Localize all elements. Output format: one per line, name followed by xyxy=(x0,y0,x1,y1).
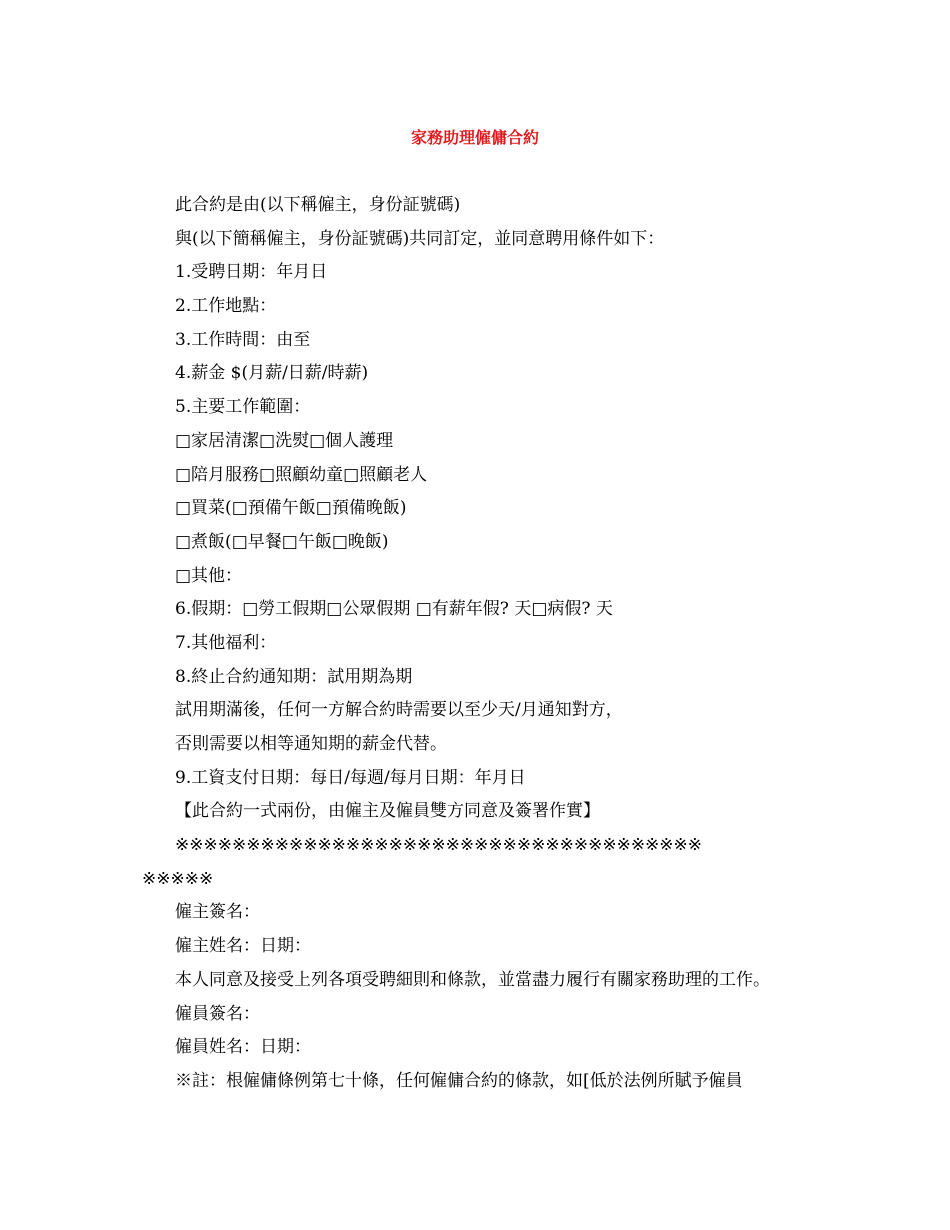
document-body xyxy=(0,193,950,1103)
contract-intro-line: 此合約是由(以下稱僱主，身份証號碼) xyxy=(175,195,461,215)
duties-options-line: □陪月服務□照顧幼童□照顧老人 xyxy=(175,464,428,485)
clause-other-benefits: 7.其他福利： xyxy=(175,632,277,653)
clause-holidays: 6.假期：□勞工假期□公眾假期 □有薪年假? 天□病假? 天 xyxy=(175,599,613,620)
duties-options-line: □買菜(□預備午飯□預備晚飯) xyxy=(175,498,407,519)
employee-agreement-statement: 本人同意及接受上列各項受聘細則和條款，並當盡力履行有關家務助理的工作。 xyxy=(175,969,770,990)
separator-line-continued: ※※※※※ xyxy=(142,868,214,889)
clause-salary: 4.薪金 $(月薪/日薪/時薪) xyxy=(175,363,369,384)
clause-termination-notice: 8.終止合約通知期：試用期為期 xyxy=(175,666,413,687)
clause-work-location: 2.工作地點： xyxy=(175,296,277,317)
employee-name-date-line: 僱員姓名：日期： xyxy=(175,1037,311,1058)
contract-parties-line: 與(以下簡稱僱主，身份証號碼)共同訂定，並同意聘用條件如下： xyxy=(175,228,665,249)
employer-name-date-line: 僱主姓名：日期： xyxy=(175,936,311,957)
employee-signature-line: 僱員簽名： xyxy=(175,1003,260,1024)
contract-copies-note: 【此合約一式兩份，由僱主及僱員雙方同意及簽署作實】 xyxy=(175,801,600,822)
clause-duties-heading: 5.主要工作範圍： xyxy=(175,397,311,418)
clause-work-hours: 3.工作時間：由至 xyxy=(175,329,311,350)
termination-detail-line: 否則需要以相等通知期的薪金代替。 xyxy=(175,734,447,754)
duties-options-line: □其他： xyxy=(175,565,243,586)
clause-employment-date: 1.受聘日期：年月日 xyxy=(175,262,328,283)
legal-note-line: ※註：根僱傭條例第七十條，任何僱傭合約的條款，如[低於法例所賦予僱員 xyxy=(175,1070,743,1091)
termination-detail-line: 試用期滿後，任何一方解合約時需要以至少天/月通知對方， xyxy=(175,700,623,721)
employer-signature-line: 僱主簽名： xyxy=(175,902,260,923)
duties-options-line: □煮飯(□早餐□午飯□晚飯) xyxy=(175,531,389,552)
document-title: 家務助理僱傭合約 xyxy=(410,128,539,147)
separator-line: ※※※※※※※※※※※※※※※※※※※※※※※※※※※※※※※※※※※※※ xyxy=(175,835,703,856)
clause-payment-date: 9.工資支付日期：每日/每週/每月日期：年月日 xyxy=(175,767,526,788)
duties-options-line: □家居清潔□洗熨□個人護理 xyxy=(175,430,394,451)
